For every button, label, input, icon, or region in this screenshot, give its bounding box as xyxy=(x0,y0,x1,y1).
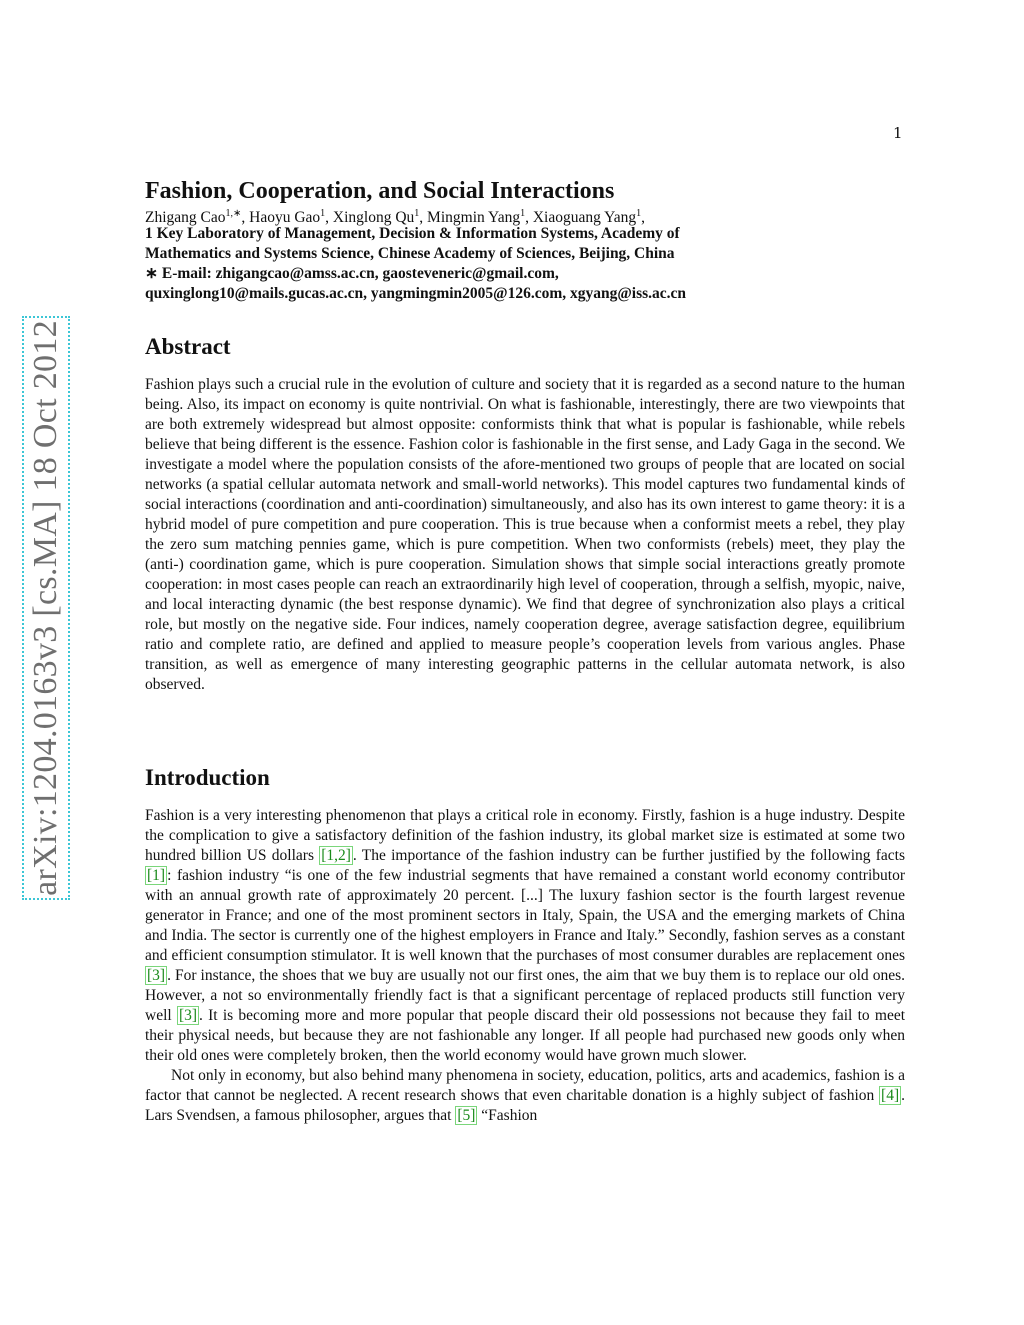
author-name: Zhigang Cao xyxy=(145,209,226,227)
author-list: Zhigang Cao$^{1,∗}$, Haoyu Gao$^1$, Xinglong Qu$^1$, Mingmin Yang$^1$, Xiaoguang Yang$^1$, xyxy=(145,208,646,227)
author-name: Xinglong Qu xyxy=(332,209,415,227)
arxiv-identifier-stamp[interactable] xyxy=(22,316,70,900)
arxiv-identifier-text: arXiv:1204.0163v3 [cs.MA] 18 Oct 2012 xyxy=(27,320,64,896)
introduction-heading: Introduction xyxy=(145,765,270,790)
author-name: Xiaoguang Yang xyxy=(532,209,637,227)
abstract-text: Fashion plays such a crucial rule in the evolution of culture and society that it is regarded as a second nature to the human being. Also, its impact on economy is quite nontrivial. On what is fashionable, interestingly, there are two viewpoints that are both extremely widespread but almost opposite: conformists think that what is popular is fashionable, while rebels believe that being different is the essence. Fashion color is fashionable in the first sense, and Lady Gaga in the second. We investigate a model where the population consists of the afore-mentioned two groups of people that are located on social networks (a spatial cellular automata network and small-world networks). This model captures two fundamental kinds of social interactions (coordination and anti-coordination) simultaneously, and also has its own interest to game theory: it is a hybrid model of pure competition and pure cooperation. This is true because when a conformist meets a rebel, they play the zero sum matching pennies game, which is pure competition. When two conformists (rebels) meet, they play the (anti-) coordination game, which is pure cooperation. Simulation shows that simple social interactions greatly promote cooperation: in most cases people can reach an extraordinarily high level of cooperation, through a selfish, myopic, naive, and local interacting dynamic (the best response dynamic). We find that degree of synchronization also plays a critical role, but mostly on the negative side. Four indices, namely cooperation degree, average satisfaction degree, equilibrium ratio and complete ratio, are defined and applied to measure people’s cooperation levels from various angles. Phase transition, as well as emergence of many interesting geographic patterns in the cellular automata network, is also observed. xyxy=(145,376,905,693)
citation-link[interactable]: [5] xyxy=(457,1107,476,1124)
author-affiliation-mark: 1 xyxy=(414,208,420,219)
affiliation-block xyxy=(145,224,905,304)
email-line: quxinglong10@mails.gucas.ac.cn, yangmingmin2005@126.com, xgyang@iss.ac.cn xyxy=(145,285,687,302)
paper-title: Fashion, Cooperation, and Social Interactions xyxy=(145,178,615,204)
citation-link[interactable]: [1,2] xyxy=(321,847,351,864)
introduction-body xyxy=(145,806,905,1126)
author-affiliation-mark: 1 xyxy=(520,208,526,219)
author-affiliation-mark: 1 xyxy=(636,208,642,219)
author-affiliation-mark: 1,∗ xyxy=(225,208,242,219)
affiliation-line: 1 Key Laboratory of Management, Decision & Information Systems, Academy of xyxy=(145,225,680,242)
email-line: ∗ E-mail: zhigangcao@amss.ac.cn, gaosteveneric@gmail.com, xyxy=(145,265,559,282)
citation-link[interactable]: [3] xyxy=(147,967,166,984)
author-affiliation-mark: 1 xyxy=(320,208,326,219)
author-name: Haoyu Gao xyxy=(249,209,321,227)
affiliation-line: Mathematics and Systems Science, Chinese Academy of Sciences, Beijing, China xyxy=(145,245,675,262)
citation-link[interactable]: [4] xyxy=(881,1087,900,1104)
introduction-paragraph: Fashion is a very interesting phenomenon that plays a critical role in economy. Firstly, fashion is a huge industry. Despite the complication to give a satisfactory definition of the fashion industry, its global market size is estimated at some two hundred billion US dollars [1,2] . The importance of the fashion industry can be further justified by the following facts [1] : fashion industry “is one of the few industrial segments that have remained a constant world economy contributor with an annual growth rate of approximately 20 percent. [...] The luxury fashion sector is the fourth largest revenue generator in France; and one of the most prominent sectors in Italy, Spain, the USA and the emerging markets of China and India. The sector is currently one of the highest employers in France and Italy.” Secondly, fashion serves as a constant and efficient consumption stimulator. It is well known that the purchases of most consumer durables are replacement ones [3] . For instance, the shoes that we buy are usually not our first ones, the aim that we buy them is to replace our old ones. However, a not so environmentally friendly fact is that a significant percentage of replaced products still function very well [3] . It is becoming more and more popular that people discard their old possessions not because they fail to meet their physical needs, but because they are not fashionable any longer. If all people had purchased new goods only when their old ones were completely broken, then the world economy would have grown much slower. xyxy=(145,807,906,1064)
page-number: 1 xyxy=(893,124,903,142)
author-name: Mingmin Yang xyxy=(427,209,521,227)
citation-link[interactable]: [1] xyxy=(147,867,166,884)
abstract-heading: Abstract xyxy=(145,334,231,359)
introduction-paragraph: Not only in economy, but also behind many phenomena in society, education, politics, arts and academics, fashion is a factor that cannot be neglected. A recent research shows that even charitable donation is a highly subject of fashion [4] . Lars Svendsen, a famous philosopher, argues that [5] “Fashion xyxy=(145,1067,905,1124)
citation-link[interactable]: [3] xyxy=(178,1007,198,1024)
